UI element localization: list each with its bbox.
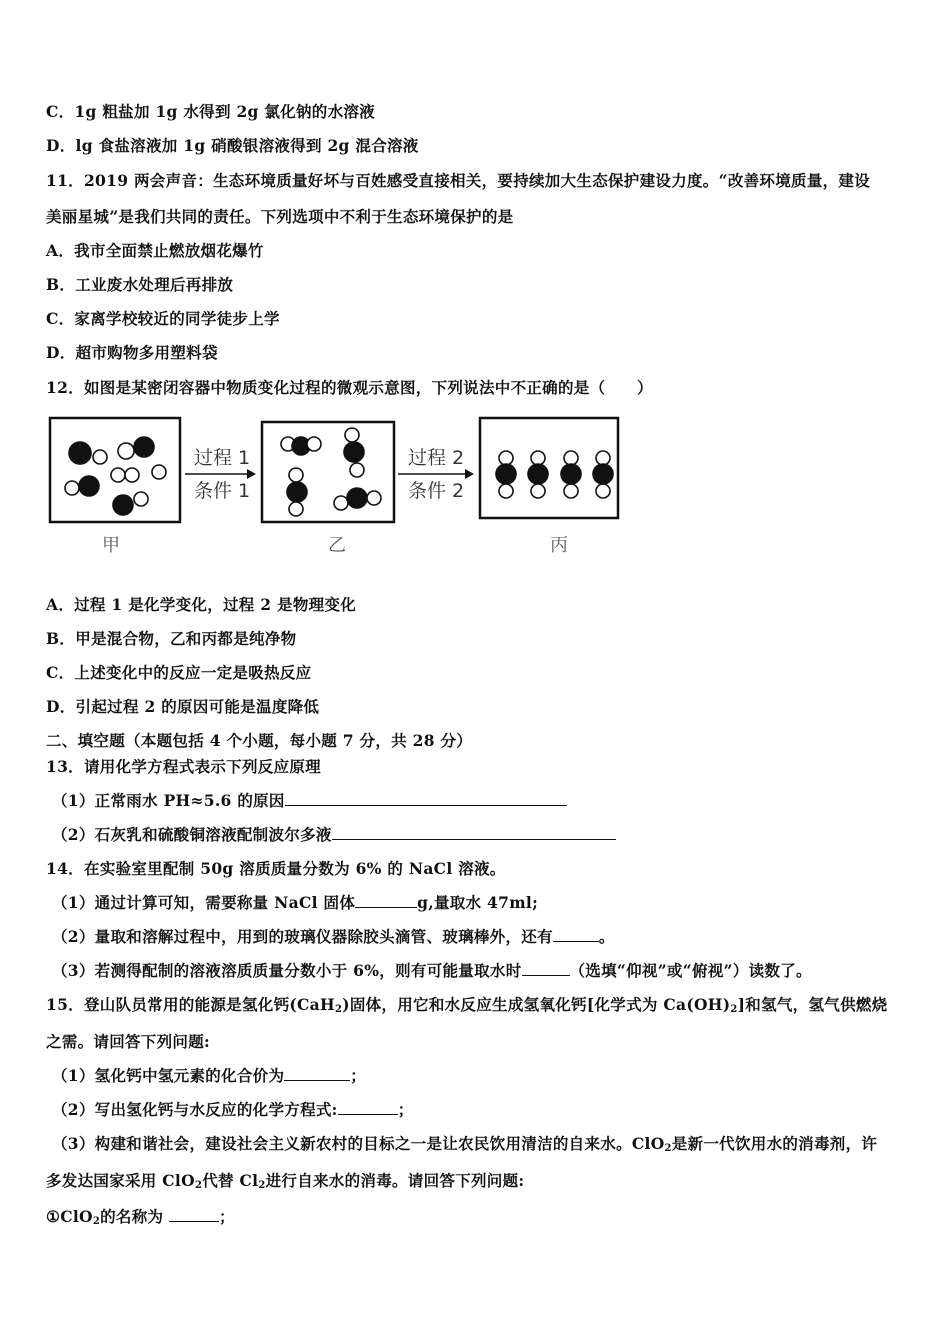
white-atom xyxy=(596,451,610,465)
white-atom xyxy=(350,463,364,477)
white-atom xyxy=(596,484,610,498)
white-atom xyxy=(111,468,125,482)
white-atom xyxy=(564,484,578,498)
q14-part1-text: （1）通过计算可知，需要称量 NaCl 固体 xyxy=(52,893,356,912)
q13-part2-text: （2）石灰乳和硫酸铜溶液配制波尔多液 xyxy=(52,825,332,844)
q11-option-c: C．家离学校较近的同学徒步上学 xyxy=(46,309,280,328)
q11-option-d: D．超市购物多用塑料袋 xyxy=(46,343,218,362)
black-atom xyxy=(561,464,581,484)
q11-stem-line2: 美丽星城”是我们共同的责任。下列选项中不利于生态环境保护的是 xyxy=(46,207,514,226)
q13-part1-text: （1）正常雨水 PH≈5.6 的原因 xyxy=(52,791,285,810)
q15-part2-blank[interactable] xyxy=(338,1100,398,1115)
q12-stem: 12．如图是某密闭容器中物质变化过程的微观示意图，下列说法中不正确的是（ ） xyxy=(46,378,653,397)
q15-part2-text: （2）写出氢化钙与水反应的化学方程式: xyxy=(52,1100,338,1119)
box-yi xyxy=(262,422,394,522)
condition2-label: 条件 2 xyxy=(408,480,465,502)
black-atom xyxy=(69,442,91,464)
white-atom xyxy=(289,502,303,516)
q15-part1: （1）氢化钙中氢元素的化合价为 ； xyxy=(52,1066,367,1085)
white-atom xyxy=(134,492,148,506)
q15-part3-line2: 多发达国家采用 ClO$_2$代替 $Cl_2$进行自来水的消毒。请回答下列问题: xyxy=(46,1171,525,1191)
white-atom xyxy=(125,468,139,482)
q12-option-b: B．甲是混合物，乙和丙都是纯净物 xyxy=(46,629,297,648)
black-atom xyxy=(528,464,548,484)
q10-option-d: D．lg 食盐溶液加 1g 硝酸银溶液得到 2g 混合溶液 xyxy=(46,136,419,155)
condition1-label: 条件 1 xyxy=(194,480,251,502)
black-atom xyxy=(593,464,613,484)
white-atom xyxy=(152,465,166,479)
label-bing: 丙 xyxy=(550,535,568,556)
black-atom xyxy=(113,495,133,515)
q11-option-a: A．我市全面禁止燃放烟花爆竹 xyxy=(46,241,264,260)
white-atom xyxy=(93,450,107,464)
arrow-head xyxy=(465,469,474,479)
q14-part2-blank[interactable] xyxy=(553,927,599,942)
white-atom xyxy=(65,481,79,495)
q13-stem: 13．请用化学方程式表示下列反应原理 xyxy=(46,757,321,776)
q15-stem-line1: 15．登山队员常用的能源是氢化钙(CaH$_2$)固体，用它和水反应生成氢氧化钙[化学式为 $Ca(OH)_2$]和氢气，氢气供燃烧 xyxy=(46,995,888,1015)
q11-option-b: B．工业废水处理后再排放 xyxy=(46,275,234,294)
q14-part3-suffix: （选填“仰视”或“俯视”）读数了。 xyxy=(569,961,812,980)
q11-stem-line1: 11．2019 两会声音：生态环境质量好坏与百姓感受直接相关，要持续加大生态保护建设力度。“改善环境质量，建设 xyxy=(46,171,871,190)
q15-subq1: ①ClO$_2$的名称为 ； xyxy=(46,1207,235,1227)
q12-option-c: C．上述变化中的反应一定是吸热反应 xyxy=(46,663,312,682)
q14-part3 xyxy=(52,961,812,981)
white-atom xyxy=(367,491,381,505)
q14-part2-text: （2）量取和溶解过程中，用到的玻璃仪器除胶头滴管、玻璃棒外，还有 xyxy=(52,927,553,946)
label-yi: 乙 xyxy=(328,535,346,556)
white-atom xyxy=(499,451,513,465)
q13-part2-blank[interactable] xyxy=(332,825,616,840)
q14-part2 xyxy=(52,927,615,947)
q15-subq1-blank[interactable] xyxy=(169,1207,219,1222)
q14-part2-suffix: 。 xyxy=(598,927,615,946)
white-atom xyxy=(118,443,134,459)
q15-part3-line1: （3）构建和谐社会，建设社会主义新农村的目标之一是让农民饮用清洁的自来水。ClO$_2$是新一代饮用水的消毒剂，许 xyxy=(52,1134,878,1154)
white-atom xyxy=(564,451,578,465)
q14-part1-suffix: g,量取水 47ml; xyxy=(417,893,539,912)
q14-part3-text: （3）若测得配制的溶液溶质质量分数小于 6%，则有可能量取水时 xyxy=(52,961,522,980)
q15-stem-line2: 之需。请回答下列问题: xyxy=(46,1032,211,1051)
black-atom xyxy=(344,442,364,462)
label-jia: 甲 xyxy=(102,535,120,556)
white-atom xyxy=(531,451,545,465)
white-atom xyxy=(334,496,348,510)
black-atom xyxy=(79,476,99,496)
q15-part2: （2）写出氢化钙与水反应的化学方程式: ； xyxy=(52,1100,414,1119)
black-atom xyxy=(347,488,367,508)
white-atom xyxy=(307,437,321,451)
process2-label: 过程 2 xyxy=(408,447,465,469)
arrow-head xyxy=(247,469,256,479)
q15-part1-blank[interactable] xyxy=(284,1066,350,1081)
q13-part1 xyxy=(52,791,567,811)
process1-label: 过程 1 xyxy=(194,447,251,469)
white-atom xyxy=(289,468,303,482)
black-atom xyxy=(287,482,307,502)
q13-part2 xyxy=(52,825,616,845)
white-atom xyxy=(345,428,359,442)
section2-title: 二、填空题（本题包括 4 个小题，每小题 7 分，共 28 分） xyxy=(46,731,473,750)
white-atom xyxy=(531,484,545,498)
q14-stem: 14．在实验室里配制 50g 溶质质量分数为 6% 的 NaCl 溶液。 xyxy=(46,859,506,878)
black-atom xyxy=(496,464,516,484)
q14-part1 xyxy=(52,893,538,913)
q12-option-d: D．引起过程 2 的原因可能是温度降低 xyxy=(46,697,320,716)
q15-part1-text: （1）氢化钙中氢元素的化合价为 xyxy=(52,1066,285,1085)
q12-option-a: A．过程 1 是化学变化，过程 2 是物理变化 xyxy=(46,595,357,614)
black-atom xyxy=(134,437,154,457)
white-atom xyxy=(499,484,513,498)
q14-part3-blank[interactable] xyxy=(522,961,570,976)
q10-option-c: C．1g 粗盐加 1g 水得到 2g 氯化钠的水溶液 xyxy=(46,102,375,121)
q13-part1-blank[interactable] xyxy=(285,791,567,806)
microscopic-diagram xyxy=(46,410,632,560)
q14-part1-blank[interactable] xyxy=(355,893,417,908)
